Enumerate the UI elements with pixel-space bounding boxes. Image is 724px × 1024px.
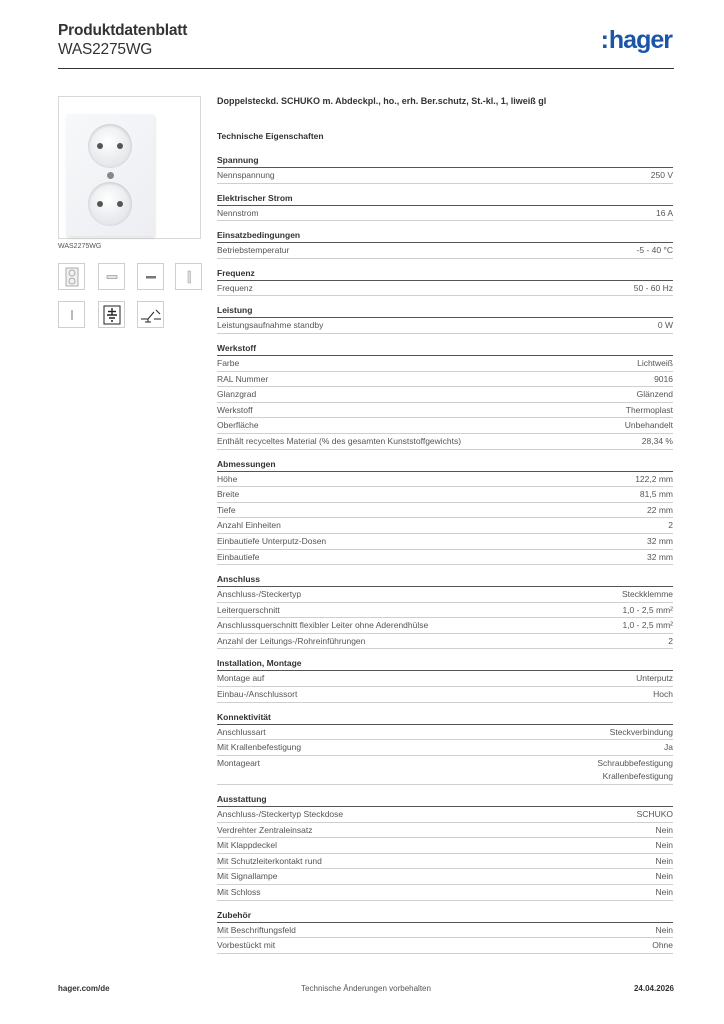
spec-label: Mit Krallenbefestigung [217,742,302,753]
spec-value: 81,5 mm [639,489,673,500]
spec-label: Mit Klappdeckel [217,840,278,851]
spec-row [217,281,673,297]
section-title: Abmessungen [217,458,276,469]
spec-row [217,403,673,419]
spec-label: Leistungsaufnahme standby [217,320,324,331]
section-title: Konnektivität [217,711,271,722]
spec-label: Mit Beschriftungsfeld [217,924,296,935]
spec-label: Einbautiefe Unterputz-Dosen [217,535,327,546]
spec-row [217,356,673,372]
document-title: Produktdatenblatt [58,22,188,39]
socket-plate-image [66,114,154,236]
spec-row [217,838,673,854]
spec-row [217,434,673,450]
product-description: Doppelsteckd. SCHUKO m. Abdeckpl., ho., erh. Ber.schutz, St.-kl., 1, liweiß gl [217,96,547,106]
spec-label: Frequenz [217,282,253,293]
spec-label: Verdrehter Zentraleinsatz [217,824,313,835]
spec-label: Anzahl Einheiten [217,520,281,531]
spec-label: Mit Schloss [217,887,261,897]
spec-row [217,740,673,756]
image-caption: WAS2275WG [58,243,102,250]
product-number: WAS2275WG [58,41,153,58]
spec-row [217,168,673,184]
spec-row [217,823,673,839]
spec-row [217,885,673,901]
spec-label: Mit Schutzleiterkontakt rund [217,855,322,866]
spec-row [217,938,673,954]
spec-value: 1,0 - 2,5 mm² [622,620,673,631]
spec-label: Betriebstemperatur [217,245,290,256]
socket-side-thumbnail-icon [98,263,125,290]
socket-detail-thumbnail-icon [58,301,85,328]
spec-label: Anschluss-/Steckertyp [217,589,302,600]
page-header [58,22,674,68]
spec-value: Thermoplast [625,404,673,415]
spec-label: Oberfläche [217,420,259,431]
spec-row [217,387,673,403]
hager-logo [601,26,672,55]
spec-label: Anschlussart [217,726,266,737]
section-title: Leistung [217,305,253,316]
spec-value: Nein [655,840,673,851]
spec-value: 16 A [655,207,673,218]
spec-value: Hoch [653,689,673,700]
spec-value: Unbehandelt [624,420,673,431]
spec-value: Lichtweiß [637,357,673,368]
spec-value: SCHUKO [636,809,673,820]
section-title: Spannung [217,155,259,165]
spec-value: Nein [655,887,673,897]
header-divider [58,68,674,69]
spec-row [217,206,673,222]
page-footer [58,984,674,996]
spec-label: Glanzgrad [217,389,257,400]
spec-row [217,634,673,650]
spec-value: 0 W [657,320,673,331]
product-image [58,96,201,239]
spec-label: Montage auf [217,673,265,684]
spec-value: Nein [655,824,673,835]
spec-value: Glänzend [636,389,673,400]
spec-label: Nennstrom [217,207,259,218]
spec-label: Mit Signallampe [217,871,278,882]
spec-value: Steckklemme [621,589,673,600]
spec-value: Unterputz [636,673,673,684]
spec-row [217,587,673,603]
spec-value: 32 mm [647,535,673,546]
spec-label: Enthält recyceltes Material (% des gesamten Kunststoffgewichts) [217,435,462,446]
spec-row [217,725,673,741]
socket-outlet-upper [88,124,132,168]
section-title: Installation, Montage [217,658,302,669]
spec-row [217,618,673,634]
spec-row [217,518,673,534]
spec-value: 1,0 - 2,5 mm² [622,604,673,615]
socket-top-thumbnail-icon [137,263,164,290]
spec-row [217,687,673,703]
spec-value: 28,34 % [641,435,673,446]
footer-website-link[interactable]: hager.com/de [58,984,110,993]
section-title: Zubehör [217,909,251,920]
spec-label: Höhe [217,473,238,484]
socket-outlet-lower [88,182,132,226]
spec-row [217,923,673,939]
spec-label: Einbau-/Anschlussort [217,689,298,700]
spec-value: Nein [655,871,673,882]
spec-row [217,418,673,434]
spec-label: Nennspannung [217,170,275,180]
spec-value: Nein [655,924,673,935]
spec-row [217,854,673,870]
socket-profile-thumbnail-icon [175,263,202,290]
spec-row [217,503,673,519]
spec-value: 2 [668,520,673,531]
spec-value: -5 - 40 °C [636,245,673,256]
section-title: Werkstoff [217,342,257,353]
section-title: Ausstattung [217,794,267,805]
section-title: Elektrischer Strom [217,192,293,203]
spec-value: Ohne [652,940,673,951]
spec-row [217,550,673,566]
spec-row [217,869,673,885]
spec-label: Anzahl der Leitungs-/Rohreinführungen [217,635,366,646]
spec-label: Tiefe [217,504,236,515]
spec-label: Einbautiefe [217,551,260,562]
spec-row [217,534,673,550]
footer-disclaimer: Technische Änderungen vorbehalten [301,984,431,993]
spec-label: Anschluss-/Steckertyp Steckdose [217,809,344,820]
spec-label: Vorbestückt mit [217,940,276,951]
spec-label: Breite [217,489,240,500]
spec-label: Werkstoff [217,404,253,415]
footer-date: 24.04.2026 [633,984,674,993]
spec-label: Leiterquerschnitt [217,604,280,615]
wiring-diagram-icon [137,301,164,328]
spec-label: RAL Nummer [217,373,269,384]
spec-value: Nein [655,855,673,866]
spec-row [217,372,673,388]
spec-value: Schraubbefestigung Krallenbefestigung [597,757,673,782]
spec-row [217,318,673,334]
spec-value: 2 [668,635,673,646]
logo-text: hager [608,26,672,54]
spec-value: 50 - 60 Hz [633,282,673,293]
spec-value: 32 mm [647,551,673,562]
spec-label: Anschlussquerschnitt flexibler Leiter ohne Aderendhülse [217,620,429,631]
spec-row [217,243,673,259]
spec-row [217,487,673,503]
technical-properties-heading: Technische Eigenschaften [217,131,324,141]
specification-table [217,154,673,954]
spec-value: Ja [664,742,673,753]
spec-value: 122,2 mm [635,473,673,484]
section-title: Anschluss [217,574,260,585]
spec-value: 9016 [654,373,673,384]
spec-value: Steckverbindung [609,726,673,737]
spec-row [217,807,673,823]
socket-front-thumbnail-icon [58,263,85,290]
center-screw [107,172,114,179]
spec-label: Montageart [217,757,260,768]
spec-value: 250 V [650,170,673,180]
section-title: Frequenz [217,267,255,278]
logo-colon: : [600,26,608,54]
section-title: Einsatzbedingungen [217,230,301,241]
spec-label: Farbe [217,357,240,368]
spec-row [217,603,673,619]
grounding-symbol-icon [98,301,125,328]
spec-value: 22 mm [647,504,673,515]
spec-row [217,671,673,687]
spec-row [217,472,673,488]
spec-row [217,756,673,785]
